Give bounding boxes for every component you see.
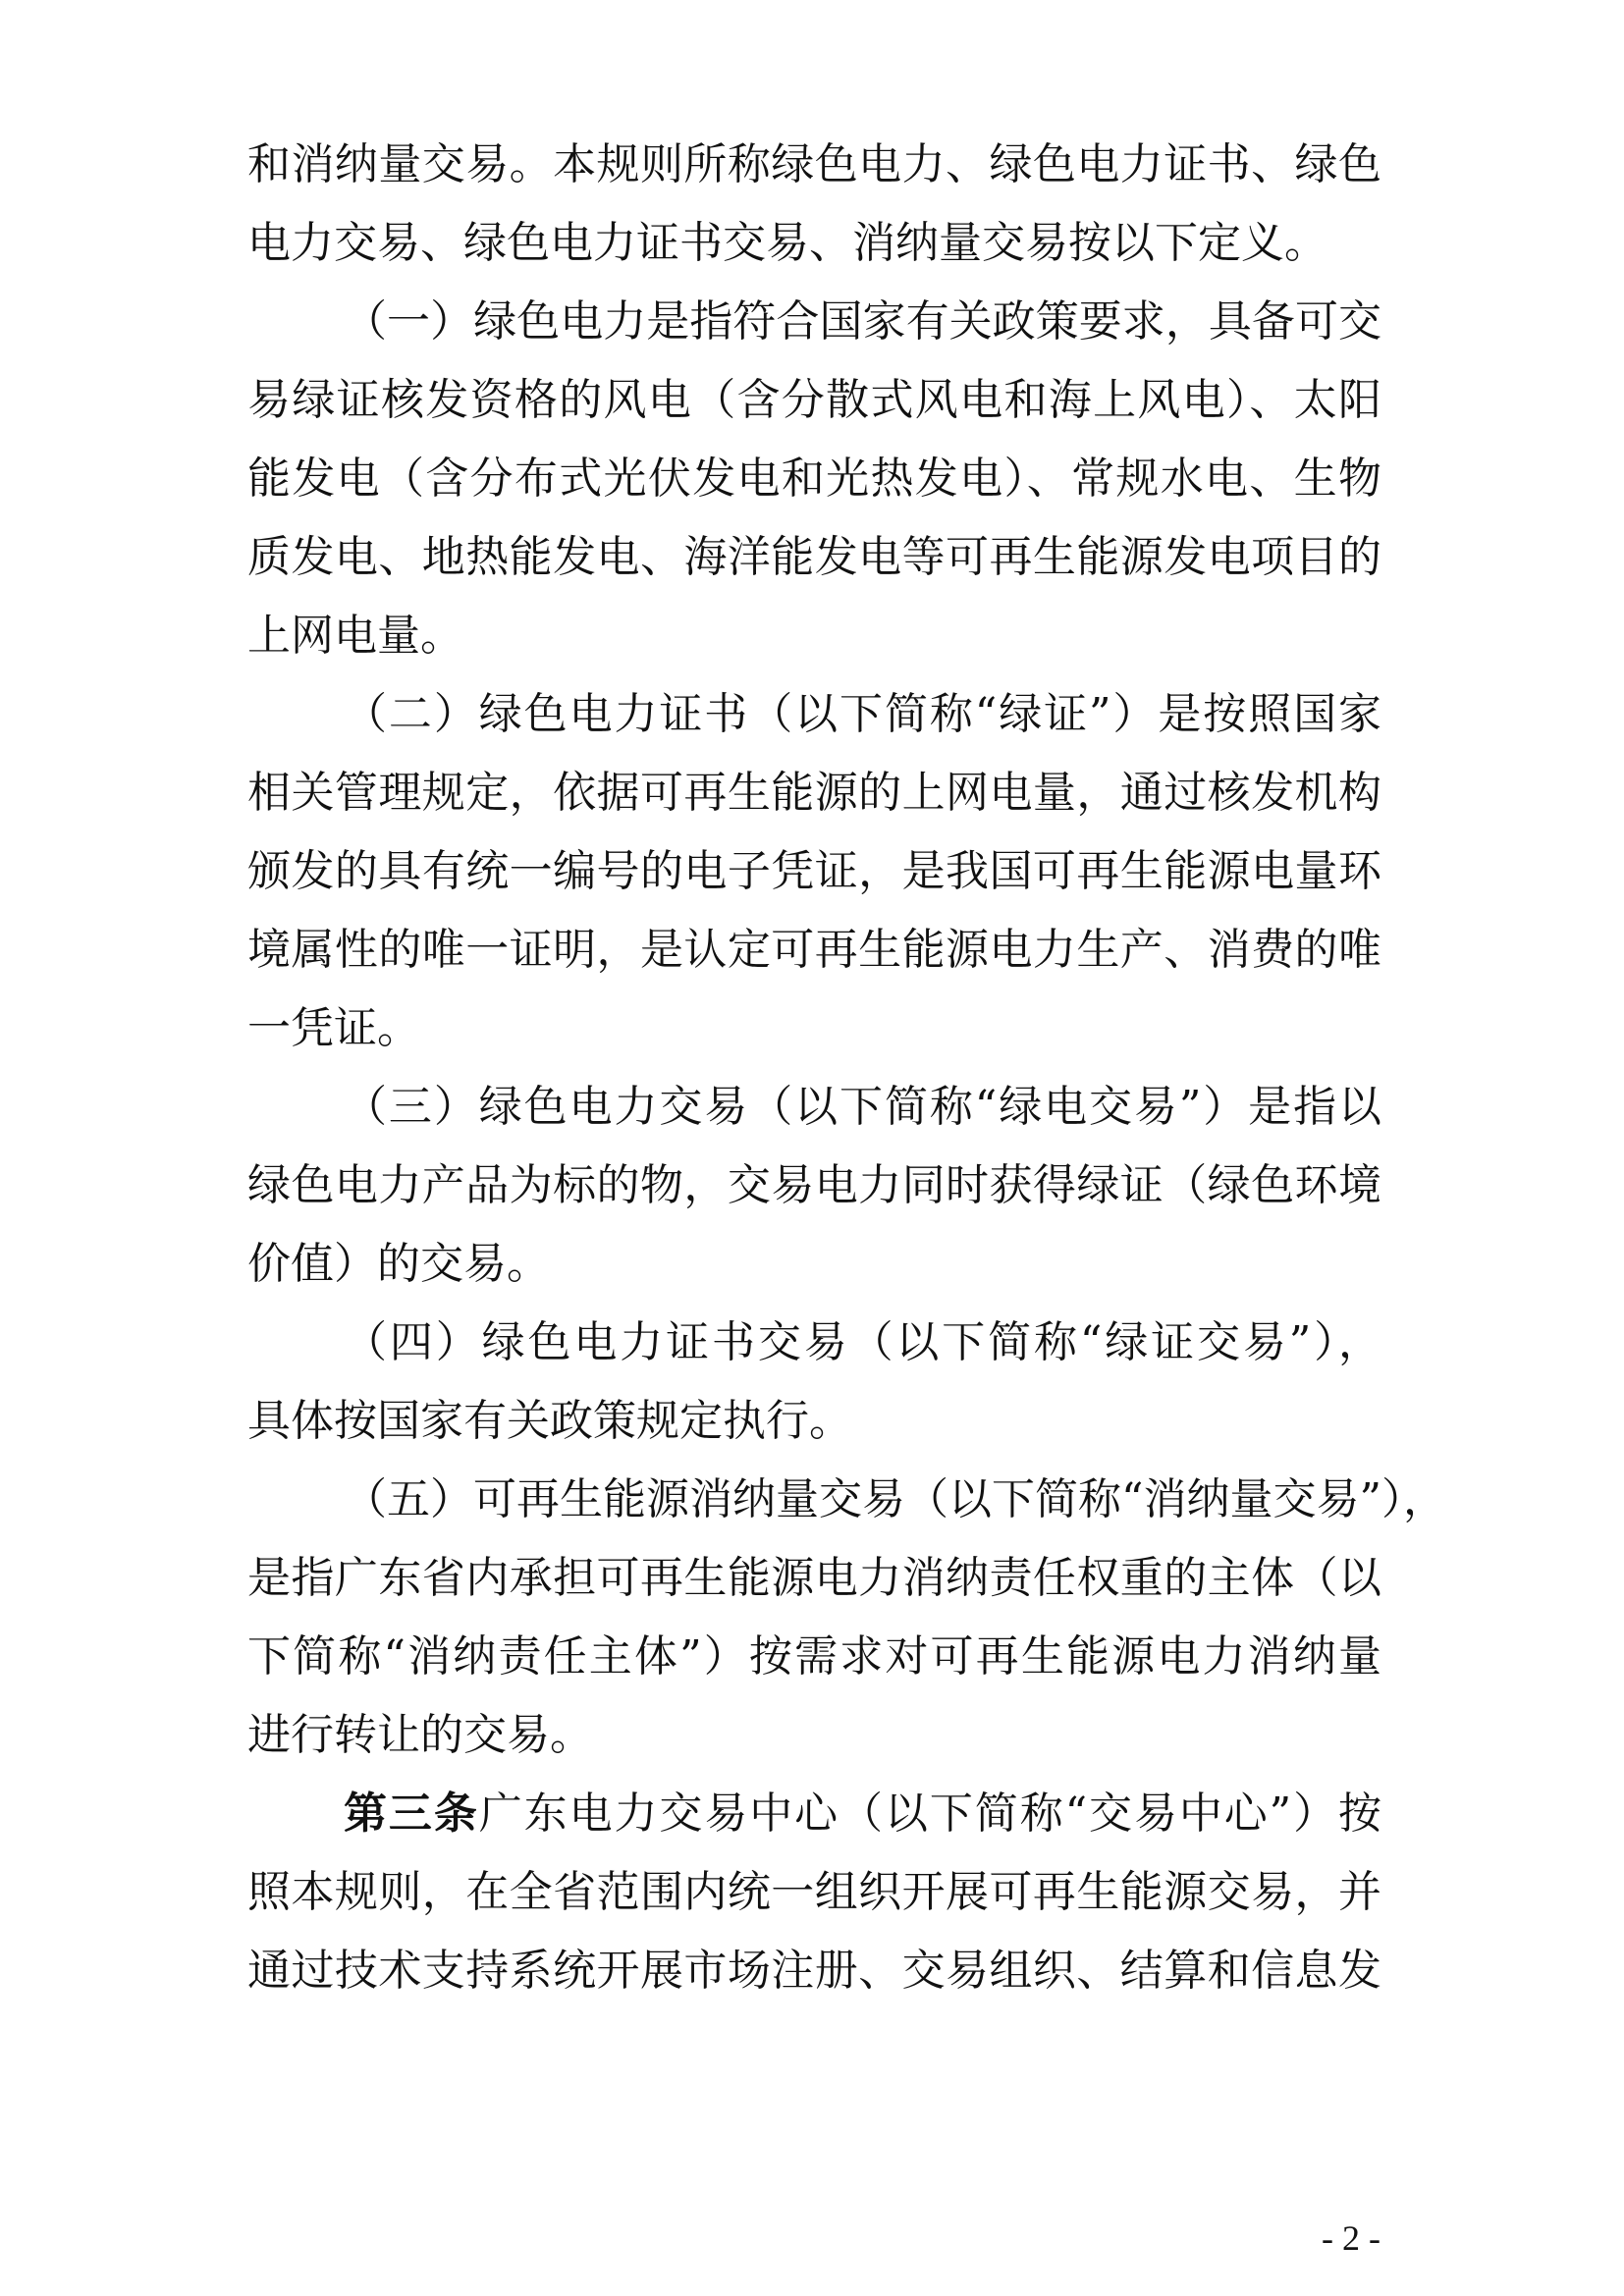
text-line: 境属性的唯一证明，是认定可再生能源电力生产、消费的唯: [247, 925, 1381, 975]
text-line: 是指广东省内承担可再生能源电力消纳责任权重的主体（以: [247, 1553, 1381, 1603]
text-line: 相关管理规定，依据可再生能源的上网电量，通过核发机构: [247, 768, 1381, 818]
page-number: - 2 -: [1322, 2218, 1380, 2258]
text-line: 价值）的交易。: [247, 1239, 550, 1289]
text-line: 下简称“消纳责任主体”）按需求对可再生能源电力消纳量: [247, 1631, 1381, 1682]
text-line: （二）绿色电力证书（以下简称“绿证”）是按照国家: [344, 689, 1381, 739]
text-line: （一）绿色电力是指符合国家有关政策要求，具备可交: [344, 296, 1381, 347]
text-line: 颁发的具有统一编号的电子凭证，是我国可再生能源电量环: [247, 846, 1381, 896]
text-line: 能发电（含分布式光伏发电和光热发电）、常规水电、生物: [247, 454, 1381, 504]
text-line: 进行转让的交易。: [247, 1710, 593, 1760]
text-line-content: 广东电力交易中心（以下简称“交易中心”）按: [478, 1789, 1381, 1839]
text-line: 照本规则，在全省范围内统一组织开展可再生能源交易，并: [247, 1867, 1381, 1917]
text-line: （五）可再生能源消纳量交易（以下简称“消纳量交易”），: [344, 1474, 1446, 1524]
text-line: 电力交易、绿色电力证书交易、消纳量交易按以下定义。: [247, 218, 1327, 268]
text-line: 和消纳量交易。本规则所称绿色电力、绿色电力证书、绿色: [247, 139, 1381, 189]
text-line: 具体按国家有关政策规定执行。: [247, 1396, 852, 1446]
text-line: 易绿证核发资格的风电（含分散式风电和海上风电）、太阳: [247, 375, 1381, 425]
text-line: （四）绿色电力证书交易（以下简称“绿证交易”），: [344, 1317, 1381, 1367]
text-line: 上网电量。: [247, 611, 463, 661]
text-line: 质发电、地热能发电、海洋能发电等可再生能源发电项目的: [247, 532, 1381, 582]
text-line: 一凭证。: [247, 1003, 420, 1053]
text-line: 绿色电力产品为标的物，交易电力同时获得绿证（绿色环境: [247, 1160, 1381, 1210]
article-three-line: [344, 1775, 1381, 1853]
text-line: （三）绿色电力交易（以下简称“绿电交易”）是指以: [344, 1082, 1381, 1132]
article-label: 第三条: [344, 1789, 479, 1839]
text-line: 通过技术支持系统开展市场注册、交易组织、结算和信息发: [247, 1946, 1381, 1996]
